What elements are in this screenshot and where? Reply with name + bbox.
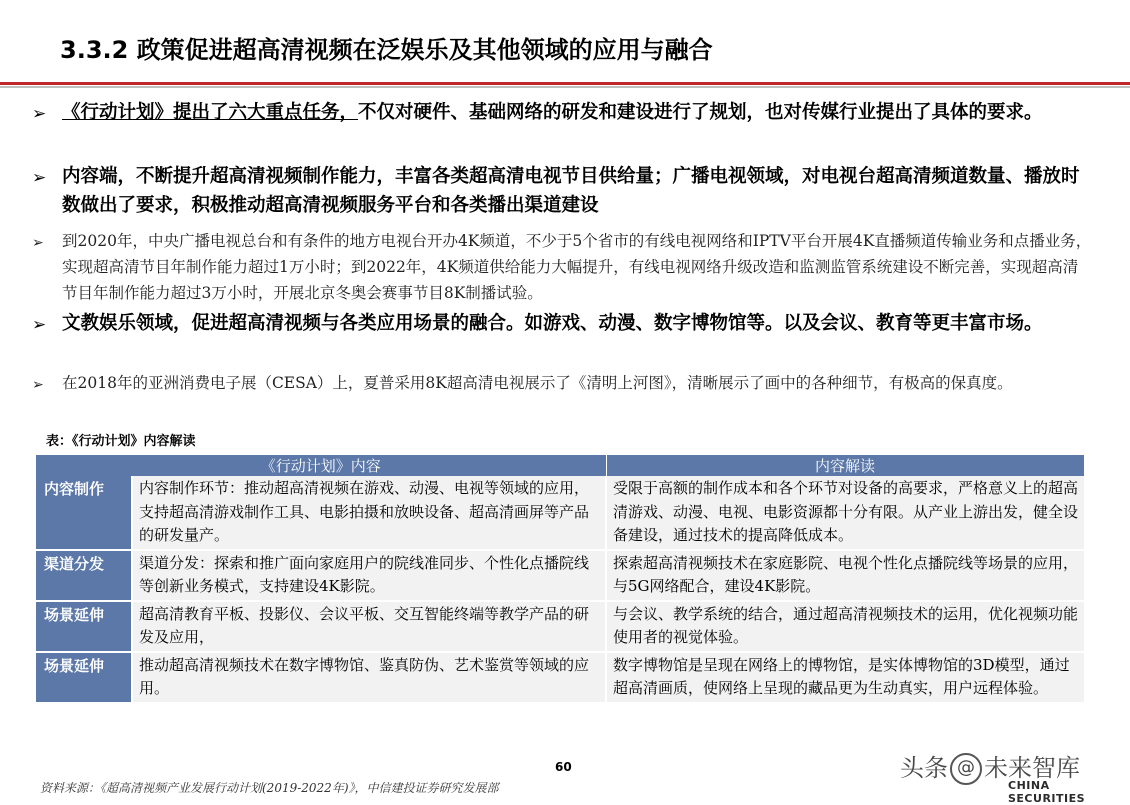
table-row <box>36 550 1084 601</box>
table-caption: 表：《行动计划》内容解读 <box>46 434 196 449</box>
row-category: 场景延伸 <box>36 601 132 652</box>
bullet-1 <box>32 98 1092 127</box>
row-interpretation: 探索超高清视频技术在家庭影院、电视个性化点播院线等场景的应用，与5G网络配合，建设4K影院。 <box>606 550 1084 601</box>
page-title: 3.3.2 政策促进超高清视频在泛娱乐及其他领域的应用与融合 <box>60 36 713 64</box>
bullet-2 <box>32 162 1092 220</box>
table-row <box>36 652 1084 703</box>
row-content: 内容制作环节：推动超高清视频在游戏、动漫、电视等领域的应用，支持超高清游戏制作工具、电影拍摄和放映设备、超高清画屏等产品的研发量产。 <box>132 476 606 550</box>
source-note: 资料来源：《超高清视频产业发展行动计划(2019-2022年)》，中信建投证券研究发展部 <box>40 781 499 795</box>
table-header-interpretation: 内容解读 <box>606 455 1084 476</box>
bullet-5 <box>32 370 1092 396</box>
table-row <box>36 601 1084 652</box>
watermark-at-icon: @ <box>950 753 982 785</box>
row-content: 推动超高清视频技术在数字博物馆、鉴真防伪、艺术鉴赏等领域的应用。 <box>132 652 606 703</box>
table-header-row <box>36 455 1084 476</box>
row-content: 超高清教育平板、投影仪、会议平板、交互智能终端等教学产品的研发及应用， <box>132 601 606 652</box>
bullet-4-text: 文教娱乐领域，促进超高清视频与各类应用场景的融合。如游戏、动漫、数字博物馆等。以及会议、教育等更丰富市场。 <box>62 313 1043 334</box>
row-category: 场景延伸 <box>36 652 132 703</box>
bullet-2-text: 内容端，不断提升超高清视频制作能力，丰富各类超高清电视节目供给量；广播电视领域，对电视台超高清频道数量、播放时数做出了要求，积极推动超高清视频服务平台和各类播出渠道建设 <box>62 166 1080 216</box>
bullet-arrow-icon: ➢ <box>32 235 44 251</box>
row-interpretation: 受限于高额的制作成本和各个环节对设备的高要求，严格意义上的超高清游戏、动漫、电视、电影资源都十分有限。从产业上游出发，健全设备建设，通过技术的提高降低成本。 <box>606 476 1084 550</box>
row-category: 内容制作 <box>36 476 132 550</box>
watermark-right: 未来智库 <box>984 754 1080 782</box>
table-header-plan-content: 《行动计划》内容 <box>36 455 606 476</box>
title-divider-gray <box>0 86 1130 88</box>
watermark-left: 头条 <box>900 754 948 782</box>
bullet-arrow-icon: ➢ <box>32 168 47 188</box>
bullet-3-text: 到2020年，中央广播电视总台和有条件的地方电视台开办4K频道，不少于5个省市的有线电视网络和IPTV平台开展4K直播频道传输业务和点播业务，实现超高清节目年制作能力超过1万小时；到2022年，4K频道供给能力大幅提升，有线电视网络升级改造和监测监管系统建设不断完善，实现超高清节目年制作能力超过3万小时，开展北京冬奥会赛事节目8K制播试验。 <box>62 232 1092 302</box>
bullet-1-underlined-text: 《行动计划》提出了六大重点任务， <box>62 102 359 123</box>
bullet-4 <box>32 309 1092 338</box>
bullet-5-text: 在2018年的亚洲消费电子展（CESA）上，夏普采用8K超高清电视展示了《清明上河图》，清晰展示了画中的各种细节，有极高的保真度。 <box>62 374 1013 392</box>
row-interpretation: 数字博物馆是呈现在网络上的博物馆，是实体博物馆的3D模型，通过超高清画质，使网络上呈现的藏品更为生动真实，用户远程体验。 <box>606 652 1084 703</box>
bullet-arrow-icon: ➢ <box>32 104 47 124</box>
action-plan-table <box>36 455 1085 704</box>
title-divider-red <box>0 82 1130 85</box>
row-content: 渠道分发：探索和推广面向家庭用户的院线准同步、个性化点播院线等创新业务模式，支持建设4K影院。 <box>132 550 606 601</box>
page-number: 60 <box>555 760 572 774</box>
table-row <box>36 476 1084 550</box>
bullet-3 <box>32 228 1092 306</box>
watermark-logo-subtitle: CHINA SECURITIES <box>1008 779 1086 805</box>
bullet-arrow-icon: ➢ <box>32 377 44 393</box>
bullet-1-text: 不仅对硬件、基础网络的研发和建设进行了规划，也对传媒行业提出了具体的要求。 <box>358 102 1043 123</box>
row-category: 渠道分发 <box>36 550 132 601</box>
row-interpretation: 与会议、教学系统的结合，通过超高清视频技术的运用，优化视频功能使用者的视觉体验。 <box>606 601 1084 652</box>
bullet-arrow-icon: ➢ <box>32 315 47 335</box>
